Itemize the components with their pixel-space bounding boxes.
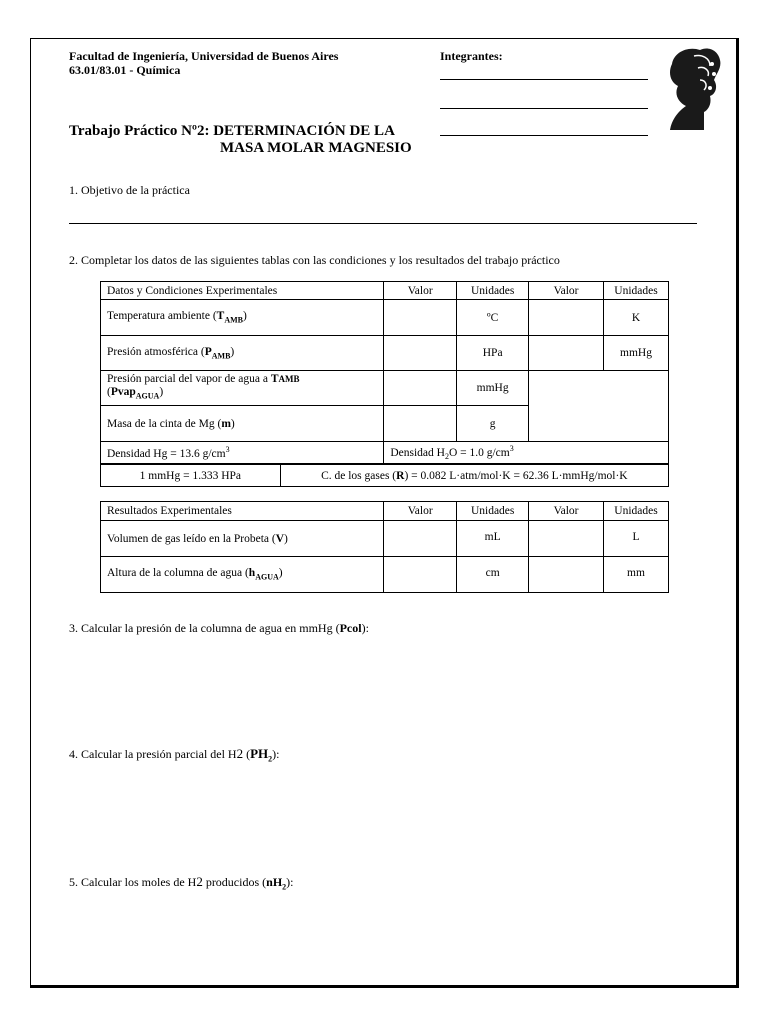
pressure-unit-1: HPa (457, 336, 529, 371)
row-mass-label: Masa de la cinta de Mg (m) (101, 406, 384, 442)
section-3-heading: 3. Calcular la presión de la columna de agua en mmHg (Pcol): (69, 621, 369, 635)
members-label: Integrantes: (440, 49, 503, 63)
row-temp-label: Temperatura ambiente $(T_{AMB})$ (101, 300, 384, 336)
results-table (100, 501, 669, 593)
mmhg-conversion: 1 mmHg = 1.333 HPa (101, 465, 281, 487)
volume-unit-1: mL (457, 521, 529, 557)
mass-unit-1: g (457, 406, 529, 442)
empty-merged-cell (529, 371, 669, 442)
table-row (101, 557, 669, 593)
density-water: Densidad $H_2O = 1.0$ $g/cm^3$ (384, 442, 669, 464)
section-4-heading: 4. Calcular la presión parcial del H2 $(PH_2)$: (69, 746, 280, 764)
table-row (101, 465, 669, 487)
pressure-value-input[interactable] (384, 336, 457, 371)
section-5-heading: 5. Calcular los moles de H2 producidos $(nH_2)$: (69, 874, 294, 892)
table2-header-unidades-2: Unidades (603, 502, 668, 521)
member-line-3[interactable] (440, 135, 648, 136)
table-row (101, 521, 669, 557)
table-row (101, 300, 669, 336)
table2-header-results: Resultados Experimentales (101, 502, 384, 521)
table1-header-unidades-2: Unidades (603, 282, 668, 300)
volume-unit-2: L (603, 521, 668, 557)
pressure-value-input-2[interactable] (529, 336, 604, 371)
member-line-2[interactable] (440, 108, 648, 109)
height-unit-2: mm (603, 557, 668, 593)
density-hg: Densidad Hg = 13.6 $g/cm^3$ (101, 442, 384, 464)
table-row (101, 371, 669, 406)
height-value-input[interactable] (384, 557, 457, 593)
table1-header-data: Datos y Condiciones Experimentales (101, 282, 384, 300)
mass-value-input[interactable] (384, 406, 457, 442)
vapor-value-input[interactable] (384, 371, 457, 406)
volume-value-input-2[interactable] (529, 521, 604, 557)
temp-value-input-2[interactable] (529, 300, 604, 336)
height-unit-1: cm (457, 557, 529, 593)
table2-header-valor: Valor (384, 502, 457, 521)
table1-header-valor: Valor (384, 282, 457, 300)
table2-header-valor-2: Valor (529, 502, 604, 521)
temp-unit-1: ºC (457, 300, 529, 336)
table-row (101, 336, 669, 371)
constants-table (100, 464, 669, 487)
table1-header-valor-2: Valor (529, 282, 604, 300)
section-1-heading: 1. Objetivo de la práctica (69, 183, 190, 197)
row-vapor-label: Presión parcial del vapor de agua a TAMB (Pvap$_{AGUA}$) (101, 371, 384, 406)
conditions-table (100, 281, 669, 464)
section-2-heading: 2. Completar los datos de las siguientes tablas con las condiciones y los resultados del trabajo práctico (69, 253, 560, 267)
gas-constant: C. de los gases (R) = 0.082 L·atm/mol·K = 62.36 L·mmHg/mol·K (280, 465, 668, 487)
temp-unit-2: K (603, 300, 668, 336)
table1-header-unidades: Unidades (457, 282, 529, 300)
temp-value-input[interactable] (384, 300, 457, 336)
objective-answer-line[interactable] (69, 223, 697, 224)
title-line-2: MASA MOLAR MAGNESIO (220, 140, 412, 156)
course-code: 63.01/83.01 - Química (69, 63, 181, 77)
row-height-label: Altura de la columna de agua $(h_{AGUA})$ (101, 557, 384, 593)
height-value-input-2[interactable] (529, 557, 604, 593)
title-line-1: Trabajo Práctico Nº2: DETERMINACIÓN DE LA (69, 123, 395, 139)
fiuba-minerva-logo-icon (664, 44, 724, 134)
table2-header-unidades: Unidades (457, 502, 529, 521)
vapor-unit-1: mmHg (457, 371, 529, 406)
member-line-1[interactable] (440, 79, 648, 80)
row-volume-label: Volumen de gas leído en la Probeta (V) (101, 521, 384, 557)
row-pressure-label: Presión atmosférica $(P_{AMB})$ (101, 336, 384, 371)
volume-value-input[interactable] (384, 521, 457, 557)
pressure-unit-2: mmHg (603, 336, 668, 371)
table-row (101, 442, 669, 464)
institution-name: Facultad de Ingeniería, Universidad de Buenos Aires (69, 49, 339, 63)
